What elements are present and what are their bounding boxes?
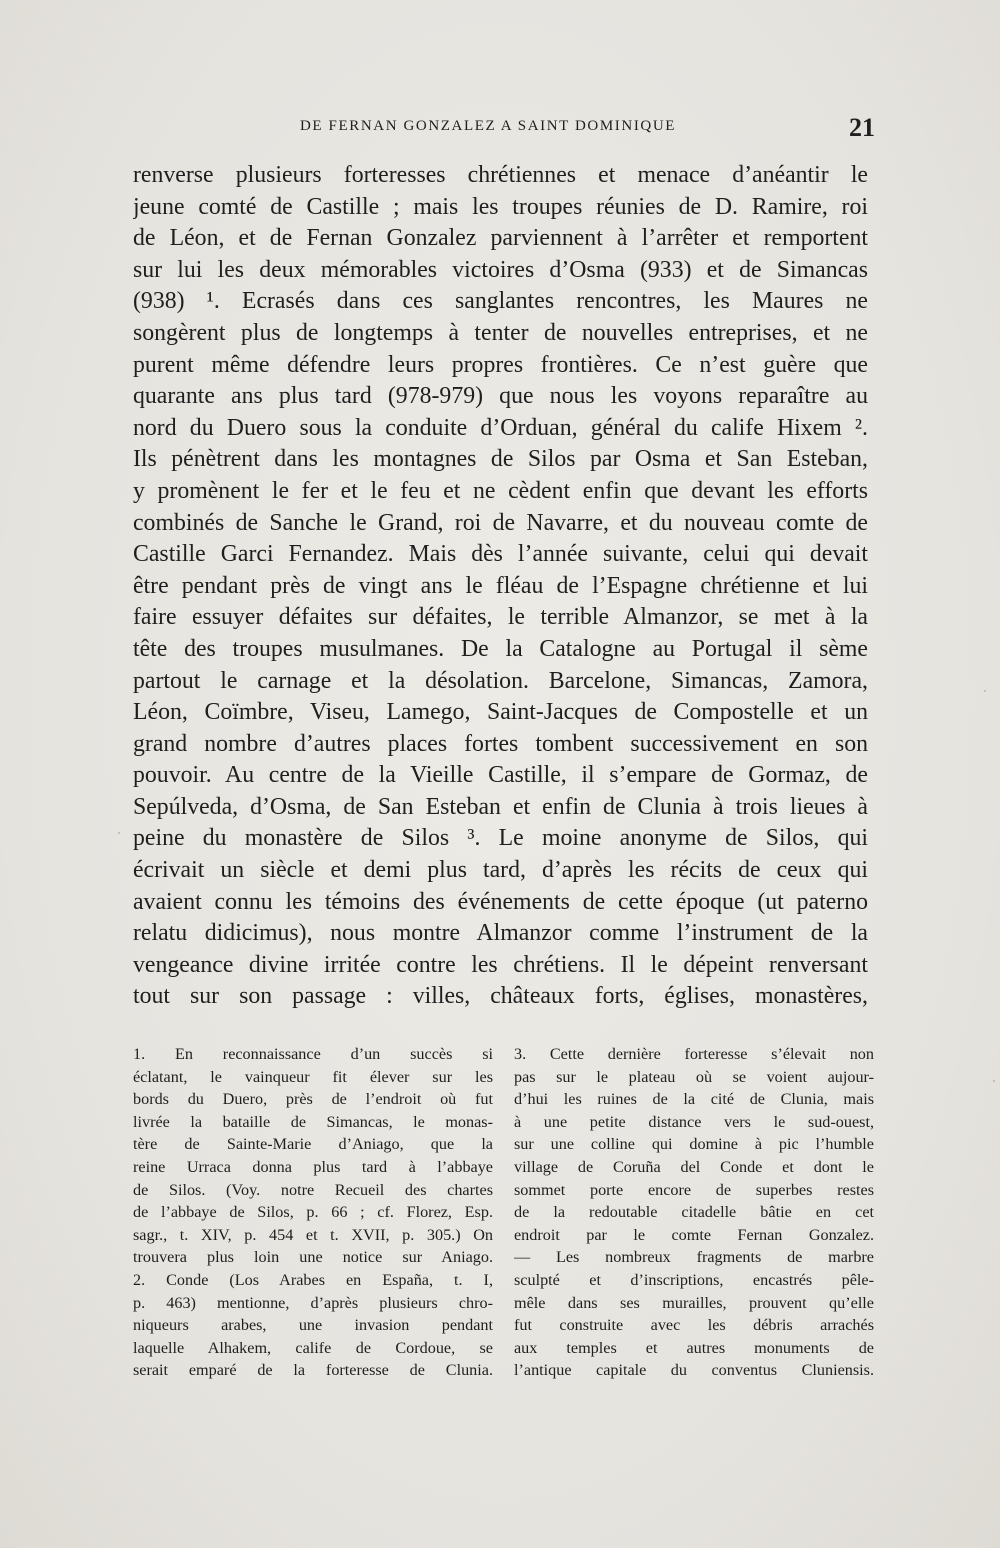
- footnote-line: serait emparé de la forteresse de Clunia.: [133, 1361, 493, 1380]
- text-line: (938) ¹. Ecrasés dans ces sanglantes rencontres, les Maures ne: [133, 288, 868, 315]
- footnote-line: — Les nombreux fragments de marbre: [514, 1248, 874, 1267]
- footnote-line: aux temples et autres monuments de: [514, 1338, 874, 1357]
- text-line: combinés de Sanche le Grand, roi de Navarre, et du nouveau comte de: [133, 509, 868, 536]
- footnotes-left-column: [133, 1043, 493, 1382]
- text-line: tête des troupes musulmanes. De la Catalogne au Portugal il sème: [133, 635, 868, 662]
- footnote-line: éclatant, le vainqueur fit élever sur les: [133, 1067, 493, 1086]
- footnote-line: village de Coruña del Conde et dont le: [514, 1157, 874, 1176]
- footnote-line: laquelle Alhakem, calife de Cordoue, se: [133, 1338, 493, 1357]
- footnote-line: 1. En reconnaissance d’un succès si: [133, 1045, 493, 1063]
- text-line: partout le carnage et la désolation. Barcelone, Simancas, Zamora,: [133, 667, 868, 694]
- text-line: relatu didicimus), nous montre Almanzor comme l’instrument de la: [133, 920, 868, 947]
- footnote-line: fut construite avec les débris arrachés: [514, 1316, 874, 1335]
- text-line: grand nombre d’autres places fortes tombent successivement en son: [133, 730, 868, 757]
- footnote-line: de l’abbaye de Silos, p. 66 ; cf. Florez, Esp.: [133, 1203, 493, 1222]
- footnotes-right-column: [514, 1043, 874, 1382]
- footnote-line: sculpté et d’inscriptions, encastrés pêle-: [514, 1270, 874, 1289]
- text-line: quarante ans plus tard (978-979) que nous les voyons reparaître au: [133, 383, 868, 410]
- footnote-line: à une petite distance vers le sud-ouest,: [514, 1112, 874, 1131]
- text-line: faire essuyer défaites sur défaites, le terrible Almanzor, se met à la: [133, 604, 868, 631]
- text-line: tout sur son passage : villes, châteaux forts, églises, monastères,: [133, 983, 868, 1010]
- text-line: Léon, Coïmbre, Viseu, Lamego, Saint-Jacques de Compostelle et un: [133, 699, 868, 726]
- footnote-line: niqueurs arabes, une invasion pendant: [133, 1316, 493, 1335]
- paper-speck: [118, 832, 120, 834]
- text-line: purent même défendre leurs propres frontières. Ce n’est guère que: [133, 351, 868, 378]
- text-line: avaient connu les témoins des événements de cette époque (ut paterno: [133, 888, 868, 915]
- running-head: DE FERNAN GONZALEZ A SAINT DOMINIQUE: [300, 118, 677, 134]
- footnote-line: livrée la bataille de Simancas, le monas-: [133, 1112, 493, 1131]
- footnote-line: p. 463) mentionne, d’après plusieurs chro-: [133, 1293, 493, 1312]
- footnote-line: l’antique capitale du conventus Cluniensis.: [514, 1361, 874, 1380]
- text-line: Castille Garci Fernandez. Mais dès l’année suivante, celui qui devait: [133, 541, 868, 568]
- text-line: Sepúlveda, d’Osma, de San Esteban et enfin de Clunia à trois lieues à: [133, 793, 868, 820]
- footnote-line: bords du Duero, près de l’endroit où fut: [133, 1090, 493, 1109]
- footnote-line: sur une colline qui domine à pic l’humble: [514, 1135, 874, 1154]
- text-line: Ils pénètrent dans les montagnes de Silos par Osma et San Esteban,: [133, 446, 868, 473]
- paper-speck: [984, 690, 986, 692]
- footnote-line: de la redoutable citadelle bâtie en cet: [514, 1203, 874, 1222]
- text-line: renverse plusieurs forteresses chrétiennes et menace d’anéantir le: [133, 162, 868, 188]
- footnote-line: de Silos. (Voy. notre Recueil des chartes: [133, 1180, 493, 1199]
- text-line: être pendant près de vingt ans le fléau de l’Espagne chrétienne et lui: [133, 572, 868, 599]
- footnote-line: tère de Sainte-Marie d’Aniago, que la: [133, 1135, 493, 1154]
- footnote-line: mêle dans ses murailles, prouvent qu’elle: [514, 1293, 874, 1312]
- footnote-line: trouvera plus loin une notice sur Aniago.: [133, 1248, 493, 1267]
- footnote-line: d’hui les ruines de la cité de Clunia, mais: [514, 1090, 874, 1109]
- text-line: songèrent plus de longtemps à tenter de nouvelles entreprises, et ne: [133, 319, 868, 346]
- text-line: peine du monastère de Silos ³. Le moine anonyme de Silos, qui: [133, 825, 868, 852]
- text-line: y promènent le fer et le feu et ne cèdent enfin que devant les efforts: [133, 477, 868, 504]
- page-number: 21: [849, 113, 875, 142]
- footnote-line: endroit par le comte Fernan Gonzalez.: [514, 1225, 874, 1244]
- footnote-line: 2. Conde (Los Arabes en España, t. I,: [133, 1270, 493, 1289]
- text-line: vengeance divine irritée contre les chrétiens. Il le dépeint renversant: [133, 951, 868, 978]
- text-line: jeune comté de Castille ; mais les troupes réunies de D. Ramire, roi: [133, 193, 868, 220]
- footnote-line: sommet porte encore de superbes restes: [514, 1180, 874, 1199]
- text-line: nord du Duero sous la conduite d’Orduan, général du calife Hixem ².: [133, 414, 868, 441]
- text-line: pouvoir. Au centre de la Vieille Castille, il s’empare de Gormaz, de: [133, 762, 868, 789]
- text-line: écrivait un siècle et demi plus tard, d’après les récits de ceux qui: [133, 857, 868, 884]
- footnote-line: sagr., t. XIV, p. 454 et t. XVII, p. 305.) On: [133, 1225, 493, 1244]
- main-text: [133, 160, 868, 1013]
- footnote-line: reine Urraca donna plus tard à l’abbaye: [133, 1157, 493, 1176]
- paper-speck: [993, 1080, 995, 1082]
- text-line: de Léon, et de Fernan Gonzalez parviennent à l’arrêter et remportent: [133, 225, 868, 252]
- page-header: [300, 113, 875, 148]
- text-line: sur lui les deux mémorables victoires d’Osma (933) et de Simancas: [133, 256, 868, 283]
- footnote-line: 3. Cette dernière forteresse s’élevait non: [514, 1045, 874, 1063]
- footnote-line: pas sur le plateau où se voient aujour-: [514, 1067, 874, 1086]
